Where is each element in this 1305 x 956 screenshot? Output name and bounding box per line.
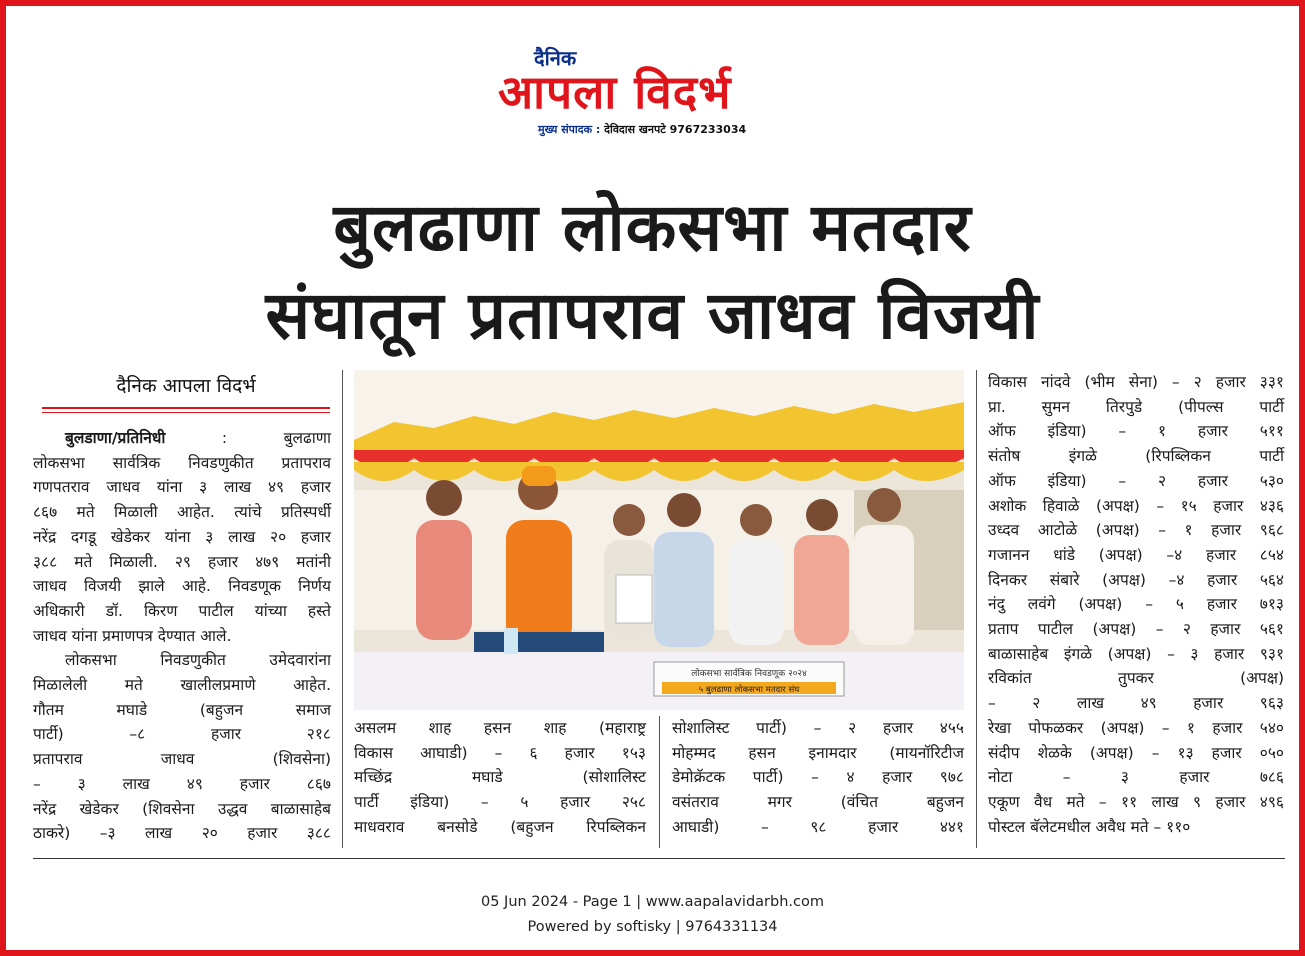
col1-line: प्रतापराव जाधव (शिवसेना)	[33, 750, 331, 769]
col2a-line: विकास आघाडी) – ६ हजार १५३	[354, 743, 646, 762]
news-photo	[354, 370, 964, 710]
banner-line-2: ५ बुलढाणा लोकसभा मतदार संघ	[698, 685, 800, 695]
col3-line: एकूण वैध मते – ११ लाख ९ हजार ४९६	[988, 792, 1284, 811]
article-column-3	[988, 370, 1284, 839]
col3-line: संतोष इंगळे (रिपब्लिकन पार्टी	[988, 447, 1284, 466]
col1-line: लोकसभा निवडणुकीत उमेदवारांना	[65, 651, 331, 670]
col1-line: ठाकरे) –३ लाख २० हजार ३८८	[33, 824, 331, 843]
col1-line: मिळालेली मते खालीलप्रमाणे आहेत.	[33, 676, 331, 695]
col1-line: पार्टी) –८ हजार २१८	[33, 725, 331, 744]
col3-line: नंदु लवंगे (अपक्ष) – ५ हजार ७१३	[988, 595, 1284, 614]
col3-line: प्रताप पाटील (अपक्ष) – २ हजार ५६१	[988, 620, 1284, 639]
col1-line: अधिकारी डॉ. किरण पाटील यांच्या हस्ते	[33, 601, 331, 620]
column-divider	[659, 716, 660, 848]
col1-line: जाधव यांना प्रमाणपत्र देण्यात आले.	[33, 626, 232, 645]
col3-line: बाळासाहेब इंगळे (अपक्ष) – ३ हजार ९३१	[988, 644, 1284, 663]
col3-line: दिनकर संबारे (अपक्ष) –४ हजार ५६४	[988, 570, 1284, 589]
col2b-line: वसंतराव मगर (वंचित बहुजन	[672, 793, 964, 812]
col3-line: रेखा पोफळकर (अपक्ष) – १ हजार ५४०	[988, 718, 1284, 737]
col3-line: ऑफ इंडिया) – २ हजार ५३०	[988, 471, 1284, 490]
masthead-daily: दैनिक	[534, 46, 577, 70]
byline: दैनिक आपला विदर्भ	[116, 375, 256, 397]
footer-divider	[33, 858, 1285, 859]
column-divider	[976, 370, 977, 848]
col3-line: विकास नांदवे (भीम सेना) – २ हजार ३३१	[988, 373, 1284, 391]
dateline: बुलडाणा/प्रतिनिधी	[65, 429, 166, 447]
article-column-1	[33, 426, 331, 846]
masthead-editor	[538, 122, 746, 137]
col3-line: संदीप शेळके (अपक्ष) – १३ हजार ०५०	[988, 743, 1284, 762]
col2b-line: डेमोक्रॅटक पार्टी) – ४ हजार ९७८	[672, 768, 964, 787]
col2a-line: मच्छिंद्र मघाडे (सोशालिस्ट	[354, 768, 646, 787]
col3-line: रविकांत तुपकर (अपक्ष)	[988, 669, 1284, 688]
col2b-line: मोहम्मद हसन इनामदार (मायनॉरिटीज	[672, 743, 964, 762]
headline-line-2: संघातून प्रतापराव जाधव विजयी	[265, 277, 1040, 354]
footer-powered-by: Powered by softisky | 9764331134	[527, 919, 778, 935]
col1-line: गौतम मघाडे (बहुजन समाज	[33, 700, 331, 719]
col3-line: अशोक हिवाळे (अपक्ष) – १५ हजार ४३६	[988, 496, 1284, 515]
col3-line: प्रा. सुमन तिरपुडे (पीपल्स पार्टी	[988, 397, 1284, 416]
col1-line: लोकसभा सार्वत्रिक निवडणुकीत प्रतापराव	[33, 453, 331, 472]
footer-date-page: 05 Jun 2024 - Page 1 | www.aapalavidarbh.com	[481, 894, 824, 910]
col1-line: ३८८ मते मिळाली. २९ हजार ४७९ मतांनी	[33, 552, 331, 571]
headline	[20, 184, 1285, 360]
col1-line: : बुलढाणा	[165, 429, 331, 447]
col1-line: गणपतराव जाधव यांना ३ लाख ४९ हजार	[33, 478, 331, 497]
col2a-line: असलम शाह हसन शाह (महाराष्ट्र	[354, 719, 646, 737]
article-column-2b	[672, 716, 964, 840]
col2a-line: पार्टी इंडिया) – ५ हजार २५८	[354, 793, 646, 812]
col1-line: ८६७ मते मिळाली आहेत. त्यांचे प्रतिस्पर्धी	[33, 503, 331, 522]
col3-line: ऑफ इंडिया) – १ हजार ५११	[988, 422, 1284, 441]
col3-line: उध्दव आटोळे (अपक्ष) – १ हजार ९६८	[988, 521, 1284, 540]
editor-name: देविदास खनपटे 9767233034	[604, 123, 747, 136]
masthead-logo	[498, 44, 818, 140]
editor-label: मुख्य संपादक :	[538, 123, 601, 136]
col1-line: नरेंद्र दगडू खेडेकर यांना ३ लाख २० हजार	[33, 527, 331, 546]
headline-line-1: बुलढाणा लोकसभा मतदार	[333, 189, 972, 266]
article-column-2a	[354, 716, 646, 840]
col3-line: – २ लाख ४९ हजार ९६३	[988, 694, 1284, 713]
byline-rule-thin	[42, 412, 330, 413]
col2b-line: सोशालिस्ट पार्टी) – २ हजार ४५५	[672, 719, 964, 737]
col1-line: जाधव विजयी झाले आहे. निवडणूक निर्णय	[33, 577, 331, 596]
col3-line: गजानन धांडे (अपक्ष) –४ हजार ८५४	[988, 545, 1284, 564]
col1-line: नरेंद्र खेडेकर (शिवसेना उद्धव बाळासाहेब	[33, 799, 331, 818]
col3-line: नोटा – ३ हजार ७८६	[988, 768, 1284, 787]
column-divider	[342, 370, 343, 848]
masthead-title: आपला विदर्भ	[498, 65, 732, 119]
banner-line-1: लोकसभा सार्वत्रिक निवडणूक २०२४	[691, 669, 807, 679]
col3-line: पोस्टल बॅलेटमधील अवैध मते – ११०	[988, 817, 1191, 836]
col2b-line: आघाडी) – ९८ हजार ४४१	[672, 817, 964, 836]
col2a-line: माधवराव बनसोडे (बहुजन रिपब्लिकन	[354, 817, 646, 836]
byline-rule	[42, 407, 330, 409]
col1-line: – ३ लाख ४९ हजार ८६७	[33, 774, 331, 793]
